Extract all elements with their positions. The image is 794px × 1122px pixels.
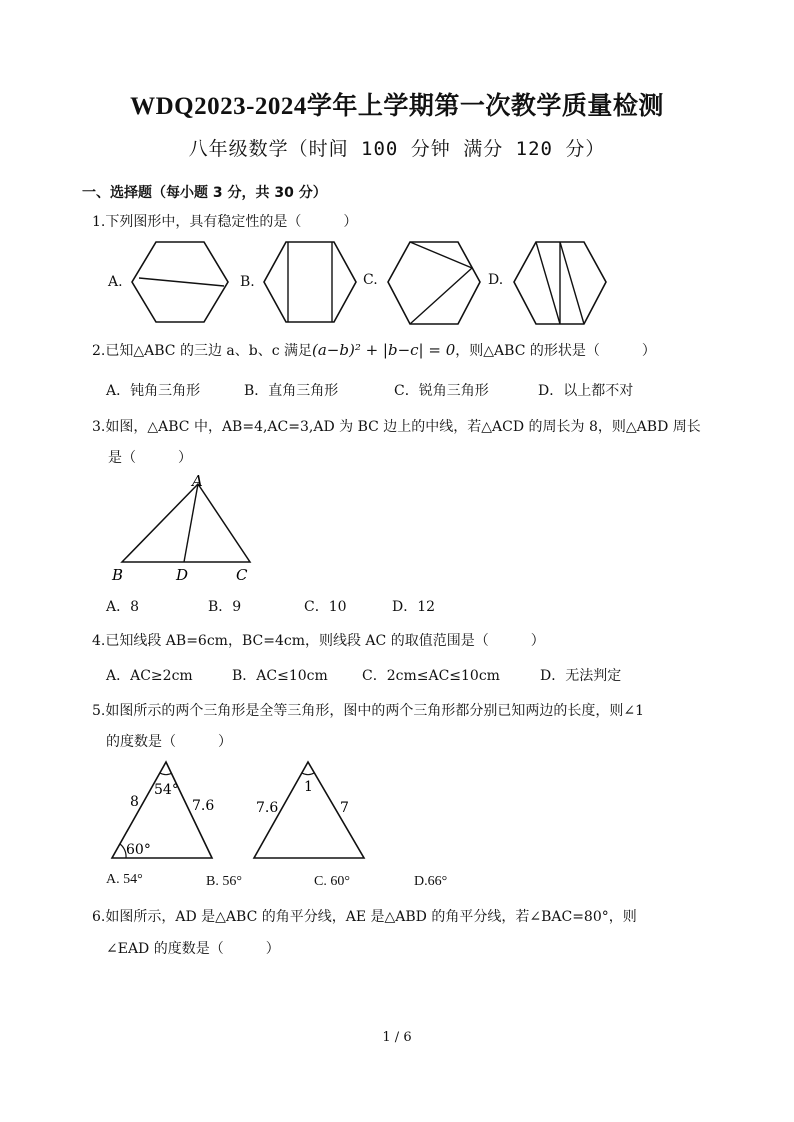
question-5-stem-line1: 5.如图所示的两个三角形是全等三角形，图中的两个三角形都分别已知两边的长度，则∠1 bbox=[92, 703, 644, 719]
question-4-stem: 4.已知线段 AB=6cm，BC=4cm，则线段 AC 的取值范围是（ ） bbox=[92, 633, 545, 649]
q3-triangle-figure bbox=[108, 470, 268, 588]
q3-label-d: D bbox=[176, 566, 189, 584]
q3-option-c: C．10 bbox=[304, 599, 347, 615]
q3-label-a: A bbox=[192, 472, 203, 490]
q2-option-c: C．锐角三角形 bbox=[394, 383, 489, 399]
q3-label-c: C bbox=[236, 566, 248, 584]
q3-option-b: B．9 bbox=[208, 599, 242, 615]
question-5-stem-line2: 的度数是（ ） bbox=[106, 734, 232, 750]
q5-fig2-angle-1: 1 bbox=[304, 779, 313, 795]
q4-option-b: B．AC≤10cm bbox=[232, 668, 328, 684]
question-2-stem bbox=[92, 340, 656, 360]
page-title: WDQ2023-2024学年上学期第一次教学质量检测 bbox=[130, 93, 664, 120]
q5-option-a: A. 54° bbox=[106, 872, 143, 887]
section-heading: 一、选择题（每小题 3 分，共 30 分） bbox=[82, 185, 327, 201]
q5-fig2-side-76: 7.6 bbox=[256, 800, 279, 816]
q3-option-d: D．12 bbox=[392, 599, 436, 615]
page-subtitle: 八年级数学（时间 100 分钟 满分 120 分） bbox=[188, 138, 606, 160]
q5-triangle-1 bbox=[104, 756, 224, 866]
q5-fig1-side-8: 8 bbox=[130, 794, 139, 810]
q5-fig1-side-76: 7.6 bbox=[192, 798, 215, 814]
q2-stem-prefix: 2.已知△ABC 的三边 a、b、c 满足 bbox=[92, 343, 312, 359]
question-3-stem-line1: 3.如图，△ABC 中，AB=4,AC=3,AD 为 BC 边上的中线，若△ACD 的周长为 8，则△ABD 周长 bbox=[92, 419, 701, 435]
q3-label-b: B bbox=[112, 566, 124, 584]
q1-option-c: C. bbox=[363, 272, 378, 288]
q2-option-a: A．钝角三角形 bbox=[106, 383, 201, 399]
q5-fig1-angle-60: 60° bbox=[126, 842, 151, 858]
q2-option-d: D．以上都不对 bbox=[538, 383, 634, 399]
question-3-stem-line2: 是（ ） bbox=[108, 450, 192, 466]
q1-hexagon-a bbox=[130, 238, 230, 326]
q1-option-d: D. bbox=[488, 272, 504, 288]
q4-option-a: A．AC≥2cm bbox=[106, 668, 193, 684]
q5-triangle-2 bbox=[250, 756, 372, 866]
q4-option-c: C．2cm≤AC≤10cm bbox=[362, 668, 500, 684]
page-number: 1 / 6 bbox=[382, 1030, 412, 1045]
question-1-stem: 1.下列图形中，具有稳定性的是（ ） bbox=[92, 214, 358, 230]
q1-hexagon-d bbox=[512, 238, 608, 328]
q5-option-d: D.66° bbox=[414, 874, 448, 889]
q1-option-a: A. bbox=[108, 274, 123, 290]
q1-option-b: B. bbox=[240, 274, 255, 290]
q5-fig1-angle-54: 54° bbox=[154, 782, 179, 798]
q3-option-a: A．8 bbox=[106, 599, 140, 615]
q5-fig2-side-7: 7 bbox=[340, 800, 349, 816]
q2-option-b: B．直角三角形 bbox=[244, 383, 339, 399]
q5-option-c: C. 60° bbox=[314, 874, 350, 889]
question-6-stem-line1: 6.如图所示，AD 是△ABC 的角平分线，AE 是△ABD 的角平分线，若∠BAC=80°，则 bbox=[92, 909, 637, 925]
q1-hexagon-c bbox=[386, 238, 482, 328]
q2-stem-suffix: ，则△ABC 的形状是（ ） bbox=[455, 343, 656, 359]
q2-stem-math: (a−b)² + |b−c| = 0 bbox=[312, 341, 456, 359]
q5-option-b: B. 56° bbox=[206, 874, 242, 889]
q4-option-d: D．无法判定 bbox=[540, 668, 622, 684]
q1-hexagon-b bbox=[262, 238, 358, 326]
question-6-stem-line2: ∠EAD 的度数是（ ） bbox=[106, 941, 280, 957]
